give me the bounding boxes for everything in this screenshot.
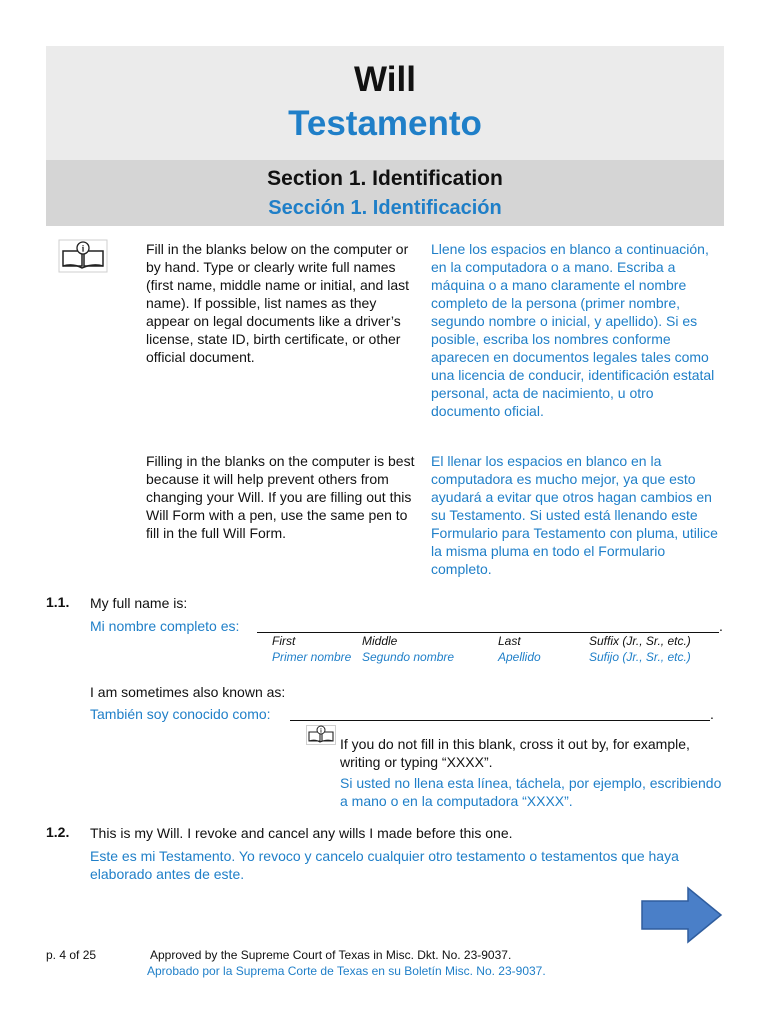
sublabel-last-en: Last (498, 634, 521, 648)
sublabel-middle-en: Middle (362, 634, 398, 648)
approval-es: Aprobado por la Suprema Corte de Texas en su Boletín Misc. No. 23-9037. (147, 964, 546, 978)
page-number: p. 4 of 25 (46, 948, 97, 962)
aka-period: . (710, 706, 714, 722)
section-heading-es: Sección 1. Identificación (268, 197, 502, 219)
section-heading-en: Section 1. Identification (267, 167, 503, 190)
full-name-period: . (719, 618, 723, 634)
title-block (46, 46, 724, 160)
full-name-label-en: My full name is: (90, 595, 188, 611)
item-number-1-1: 1.1. (46, 594, 70, 610)
title-es: Testamento (288, 104, 482, 143)
aka-label-en: I am sometimes also known as: (90, 684, 286, 700)
instructions-p1-en: Fill in the blanks below on the computer or by hand. Type or clearly write full names (first name, middle name or initial, and last name). If possible, list names as they appear on legal documents like a driver’s license, state ID, birth certificate, or other official document. (146, 241, 409, 365)
aka-label-es: También soy conocido como: (90, 706, 271, 722)
instructions-p2-en: Filling in the blanks on the computer is best because it will help prevent others from changing your Will. If you are filling out this Will Form with a pen, use the same pen to fill in the full Will Form. (146, 453, 415, 541)
section-heading-block (46, 160, 724, 226)
next-page-arrow-icon[interactable] (640, 886, 724, 949)
info-book-icon-small (306, 725, 336, 750)
svg-text:i: i (320, 728, 322, 735)
instructions-p1-es: Llene los espacios en blanco a continuación, en la computadora o a mano. Escriba a máquina o a mano claramente el nombre completo de la persona (primer nombre, segundo nombre o inicial, y apellido). Si es posible, escriba los nombres conforme aparecen en documentos legales tales como una licencia de conducir, identificación estatal personal, acta de nacimiento, u otro documento oficial. (431, 241, 715, 419)
form-header (46, 46, 724, 226)
sublabel-first-en: First (272, 634, 296, 648)
info-book-icon (58, 239, 108, 278)
sublabel-first-es: Primer nombre (272, 650, 352, 664)
aka-field[interactable] (290, 702, 710, 721)
full-name-label-es: Mi nombre completo es: (90, 618, 240, 634)
sublabel-middle-es: Segundo nombre (362, 650, 455, 664)
sublabel-last-es: Apellido (498, 650, 541, 664)
svg-text:i: i (81, 243, 85, 254)
revocation-text-es: Este es mi Testamento. Yo revoco y cancelo cualquier otro testamento o testamentos que haya elaborado antes de este. (90, 848, 679, 882)
revocation-text-en: This is my Will. I revoke and cancel any wills I made before this one. (90, 825, 513, 841)
item-number-1-2: 1.2. (46, 824, 70, 840)
cross-out-note-en: If you do not fill in this blank, cross it out by, for example, writing or typing “XXXX”. (340, 736, 690, 770)
approval-en: Approved by the Supreme Court of Texas in Misc. Dkt. No. 23-9037. (150, 948, 512, 962)
instructions-p2-es: El llenar los espacios en blanco en la computadora es mucho mejor, ya que esto ayudará a evitar que otros hagan cambios en su Testamento. Si usted está llenando este Formulario para Testamento con pluma, utilice la misma pluma en todo el Formulario completo. (431, 453, 718, 577)
cross-out-note-es: Si usted no llena esta línea, táchela, por ejemplo, escribiendo a mano o en la computadora “XXXX”. (340, 775, 722, 809)
full-name-field[interactable] (257, 614, 719, 633)
sublabel-suffix-en: Suffix (Jr., Sr., etc.) (589, 634, 691, 648)
title-en: Will (354, 60, 416, 99)
sublabel-suffix-es: Sufijo (Jr., Sr., etc.) (589, 650, 691, 664)
